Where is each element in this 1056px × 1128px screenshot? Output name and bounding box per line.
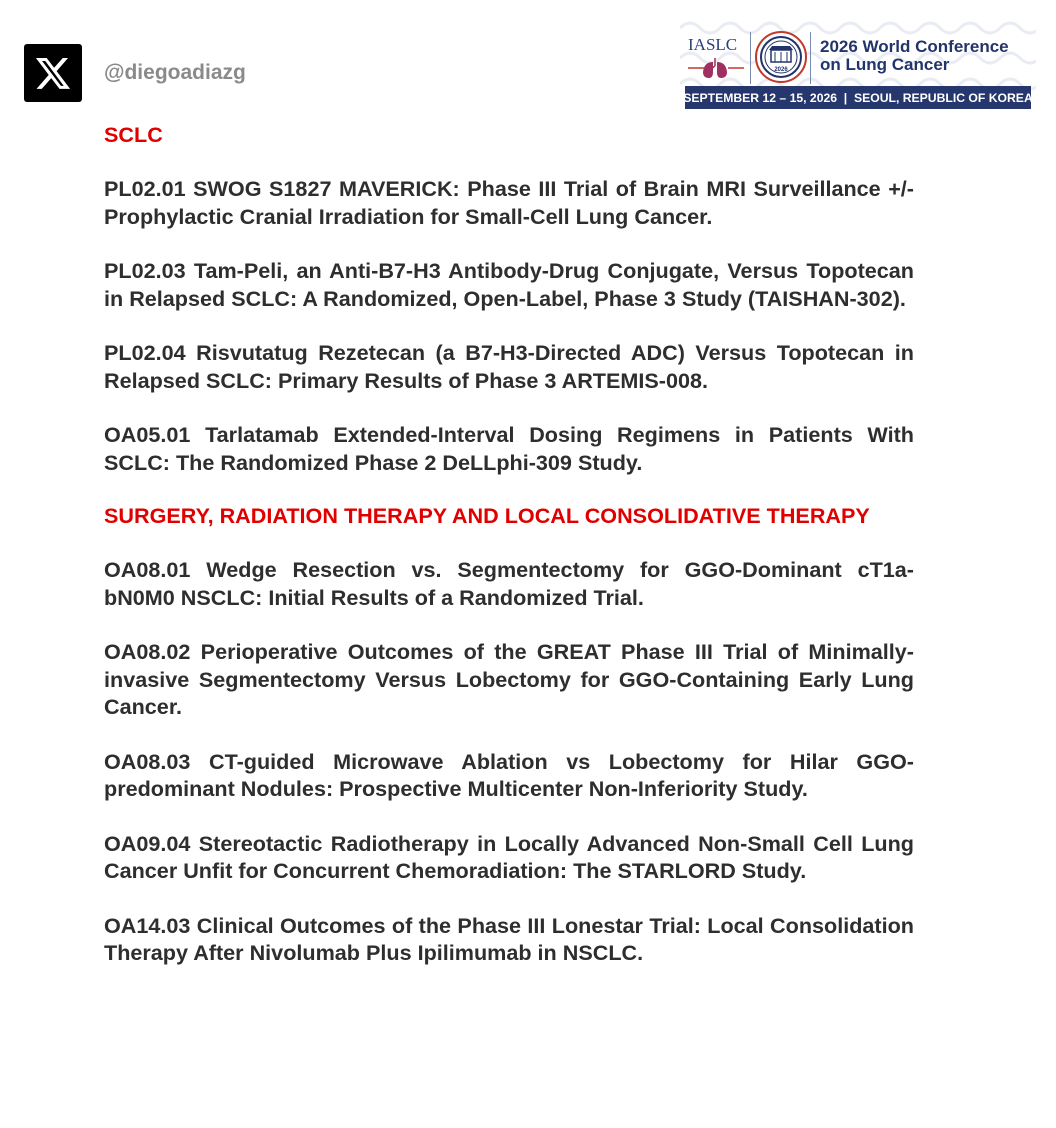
banner-divider xyxy=(810,32,811,84)
iaslc-wordmark: IASLC xyxy=(688,35,738,54)
x-logo-icon xyxy=(24,44,82,102)
conference-title-line2: on Lung Cancer xyxy=(820,55,950,74)
abstract-entry: PL02.03 Tam-Peli, an Anti-B7-H3 Antibody-Drug Conjugate, Versus Topotecan in Relapsed SCLC: A Randomized, Open-Label, Phase 3 Study (TAISHAN-302). xyxy=(104,258,914,311)
abstract-entry: PL02.04 Risvutatug Rezetecan (a B7-H3-Directed ADC) Versus Topotecan in Relapsed SCLC: Primary Results of Phase 3 ARTEMIS-008. xyxy=(104,340,914,393)
abstract-entry: PL02.01 SWOG S1827 MAVERICK: Phase III Trial of Brain MRI Surveillance +/- Prophylactic Cranial Irradiation for Small-Cell Lung Cancer. xyxy=(104,176,914,229)
banner-divider xyxy=(750,32,751,84)
conference-dates: SEPTEMBER 12 – 15, 2026 | SEOUL, REPUBLIC OF KOREA xyxy=(683,90,1033,105)
abstract-entry: OA08.01 Wedge Resection vs. Segmentectomy for GGO-Dominant cT1a-bN0M0 NSCLC: Initial Results of a Randomized Trial. xyxy=(104,557,914,610)
seal-year: 2026 xyxy=(774,67,788,73)
x-glyph-icon xyxy=(34,54,72,92)
author-handle[interactable]: @diegoadiazg xyxy=(104,61,246,84)
abstract-entry: OA08.02 Perioperative Outcomes of the GREAT Phase III Trial of Minimally-invasive Segmentectomy Versus Lobectomy for GGO-Containing Early Lung Cancer. xyxy=(104,639,914,719)
lungs-logo-icon xyxy=(686,54,746,82)
section-title-sclc: SCLC xyxy=(104,122,163,147)
conference-seal-icon xyxy=(754,30,808,84)
abstract-entry: OA05.01 Tarlatamab Extended-Interval Dosing Regimens in Patients With SCLC: The Randomized Phase 2 DeLLphi-309 Study. xyxy=(104,422,914,475)
abstract-entry: OA08.03 CT-guided Microwave Ablation vs Lobectomy for Hilar GGO-predominant Nodules: Prospective Multicenter Non-Inferiority Study. xyxy=(104,748,914,801)
conference-dates-bar xyxy=(685,86,1031,109)
conference-banner xyxy=(680,14,1036,114)
abstract-entry: OA09.04 Stereotactic Radiotherapy in Locally Advanced Non-Small Cell Lung Cancer Unfit for Concurrent Chemoradiation: The STARLORD Study. xyxy=(104,830,914,883)
conference-title xyxy=(820,38,1009,74)
abstract-list xyxy=(104,121,914,967)
conference-title-line1: 2026 World Conference xyxy=(820,37,1009,56)
abstract-entry: OA14.03 Clinical Outcomes of the Phase III Lonestar Trial: Local Consolidation Therapy After Nivolumab Plus Ipilimumab in NSCLC. xyxy=(104,912,914,965)
section-title-surgery: SURGERY, RADIATION THERAPY AND LOCAL CONSOLIDATIVE THERAPY xyxy=(104,503,870,528)
